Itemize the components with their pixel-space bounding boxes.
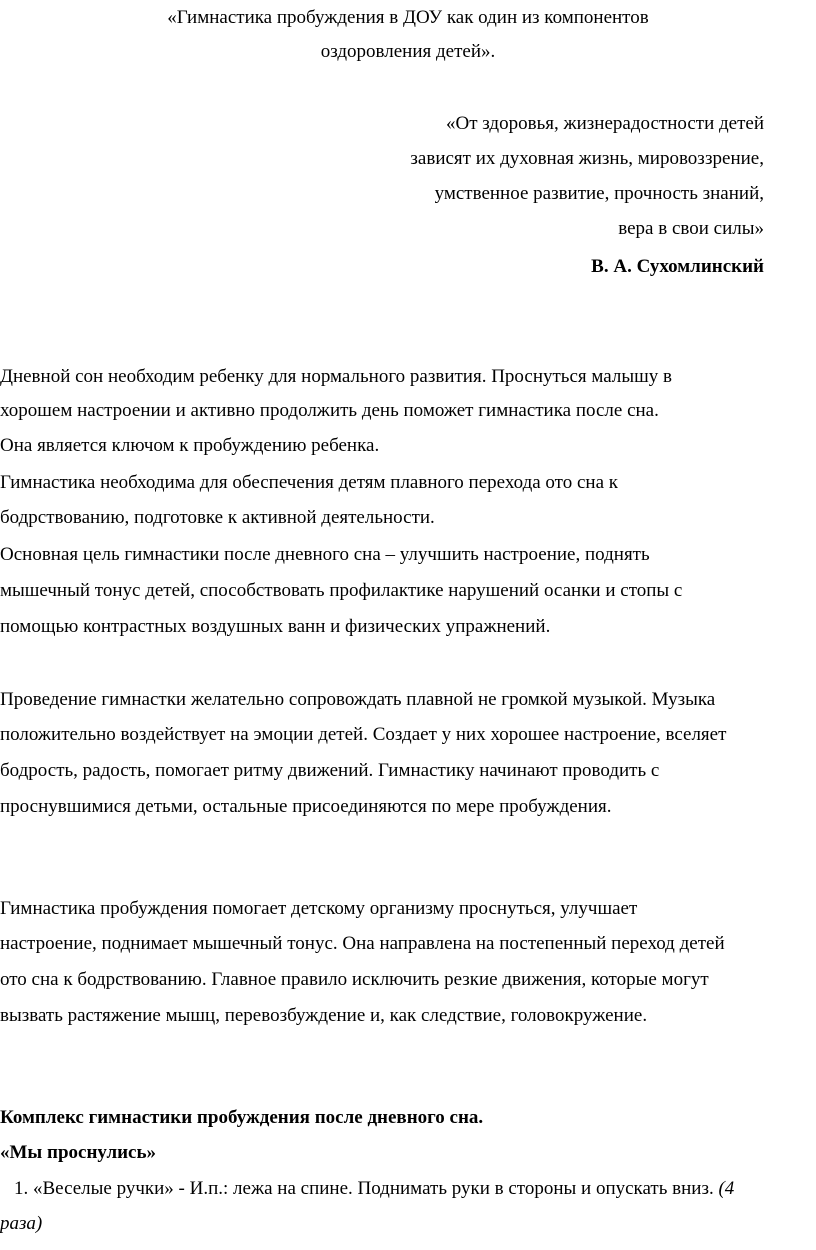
exercise-item-1-text: 1. «Веселые ручки» - И.п.: лежа на спине. Поднимать руки в стороны и опускать вниз. bbox=[14, 1178, 714, 1199]
title-line-1: «Гимнастика пробуждения в ДОУ как один из компонентов bbox=[167, 7, 649, 28]
paragraph-1-line: бодрствованию, подготовке к активной деятельности. bbox=[0, 507, 435, 528]
paragraph-1-line: помощью контрастных воздушных ванн и физических упражнений. bbox=[0, 616, 551, 637]
epigraph-line-3: умственное развитие, прочность знаний, bbox=[434, 183, 764, 204]
paragraph-1-line: Гимнастика необходима для обеспечения детям плавного перехода ото сна к bbox=[0, 472, 618, 493]
exercise-item-1-count-continued: раза) bbox=[0, 1213, 43, 1234]
complex-heading: Комплекс гимнастики пробуждения после дневного сна. bbox=[0, 1107, 484, 1128]
epigraph-line-1: «От здоровья, жизнерадостности детей bbox=[446, 113, 764, 134]
exercise-item-1 bbox=[14, 1177, 734, 1201]
paragraph-1-line: Основная цель гимнастики после дневного сна – улучшить настроение, поднять bbox=[0, 544, 650, 565]
paragraph-1-line: хорошем настроении и активно продолжить день поможет гимнастика после сна. bbox=[0, 400, 659, 421]
epigraph-line-4: вера в свои силы» bbox=[618, 218, 764, 239]
title-line-2: оздоровления детей». bbox=[320, 41, 496, 62]
complex-subheading: «Мы проснулись» bbox=[0, 1142, 157, 1163]
paragraph-3-line: Гимнастика пробуждения помогает детскому организму проснуться, улучшает bbox=[0, 898, 638, 919]
epigraph-author: В. А. Сухомлинский bbox=[591, 256, 764, 277]
paragraph-3-line: ото сна к бодрствованию. Главное правило исключить резкие движения, которые могут bbox=[0, 969, 709, 990]
paragraph-3-line: настроение, поднимает мышечный тонус. Она направлена на постепенный переход детей bbox=[0, 933, 725, 954]
paragraph-2-line: Проведение гимнастки желательно сопровождать плавной не громкой музыкой. Музыка bbox=[0, 689, 716, 710]
paragraph-1-line: Она является ключом к пробуждению ребенка. bbox=[0, 435, 380, 456]
paragraph-2-line: бодрость, радость, помогает ритму движений. Гимнастику начинают проводить с bbox=[0, 760, 660, 781]
paragraph-2-line: положительно воздействует на эмоции детей. Создает у них хорошее настроение, вселяет bbox=[0, 724, 727, 745]
paragraph-1-line: мышечный тонус детей, способствовать профилактике нарушений осанки и стопы с bbox=[0, 580, 683, 601]
paragraph-1-line: Дневной сон необходим ребенку для нормального развития. Проснуться малышу в bbox=[0, 366, 672, 387]
epigraph-line-2: зависят их духовная жизнь, мировоззрение, bbox=[410, 148, 764, 169]
paragraph-3-line: вызвать растяжение мышц, перевозбуждение и, как следствие, головокружение. bbox=[0, 1005, 648, 1026]
paragraph-2-line: проснувшимися детьми, остальные присоединяются по мере пробуждения. bbox=[0, 796, 612, 817]
exercise-item-1-count: (4 bbox=[718, 1178, 735, 1199]
